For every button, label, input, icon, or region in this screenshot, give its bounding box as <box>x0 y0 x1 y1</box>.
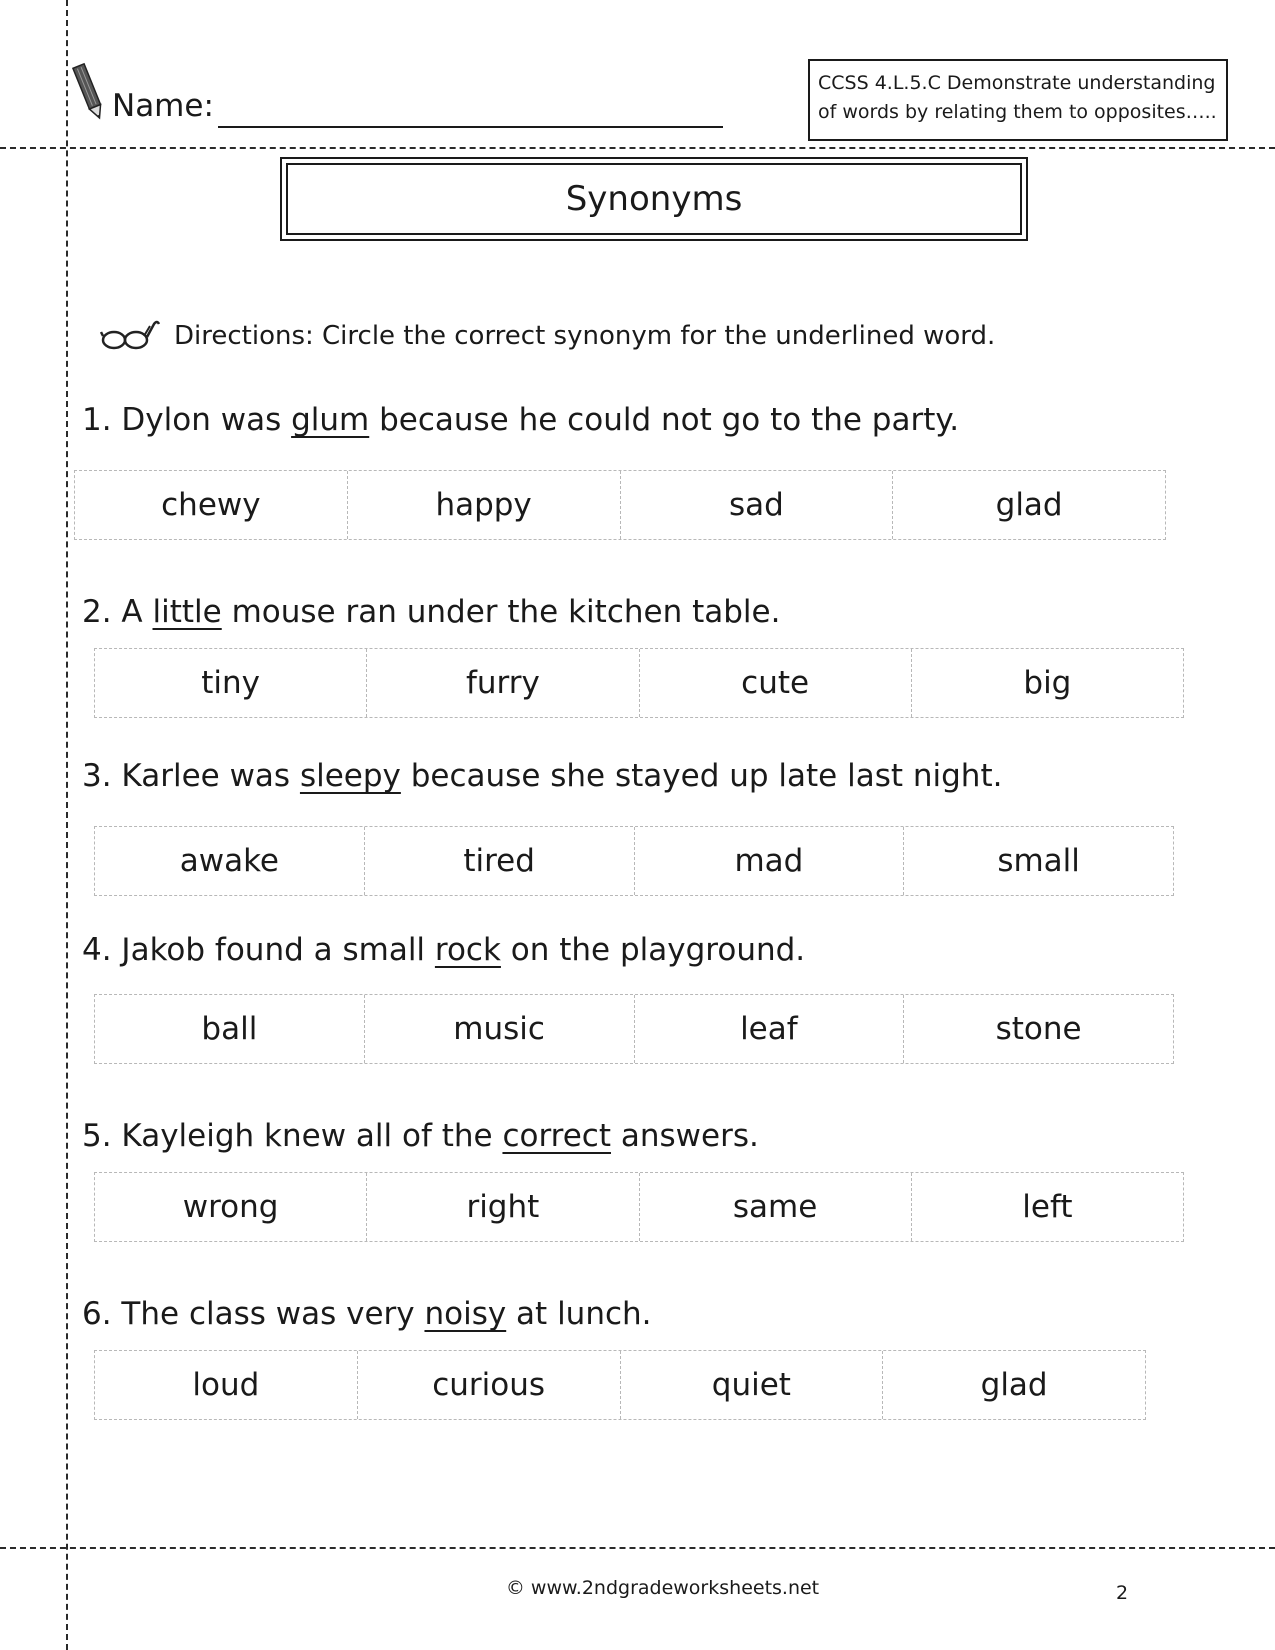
choice-option[interactable]: mad <box>635 827 905 895</box>
choice-option[interactable]: right <box>367 1173 639 1241</box>
choice-option[interactable]: big <box>1023 665 1072 701</box>
question-text: mouse ran under the kitchen table. <box>221 594 781 630</box>
choices-row-1 <box>74 470 1166 540</box>
choices-row-6 <box>94 1350 1146 1420</box>
choice-option[interactable]: glad <box>995 487 1063 523</box>
standard-line-1: CCSS 4.L.5.C Demonstrate understanding <box>818 72 1216 94</box>
name-label: Name: <box>112 88 214 124</box>
underlined-word: sleepy <box>299 758 401 794</box>
question-text: 6. The class was very <box>82 1296 425 1332</box>
choice-option[interactable]: awake <box>95 827 365 895</box>
choice-option[interactable]: left <box>1022 1189 1073 1225</box>
standard-line-2: of words by relating them to opposites….. <box>818 101 1217 123</box>
question-text: answers. <box>611 1118 759 1154</box>
underlined-word: glum <box>291 402 370 438</box>
directions-text: Directions: Circle the correct synonym for the underlined word. <box>174 321 996 351</box>
choice-option[interactable]: ball <box>95 995 365 1063</box>
question-3 <box>82 758 1002 794</box>
question-text: on the playground. <box>500 932 806 968</box>
margin-guide-bottom <box>0 1547 1275 1549</box>
question-4 <box>82 932 805 968</box>
underlined-word: correct <box>502 1118 611 1154</box>
directions <box>100 318 995 354</box>
choice-option[interactable]: happy <box>348 471 621 539</box>
choice-option[interactable]: sad <box>621 471 894 539</box>
question-text: because she stayed up late last night. <box>400 758 1003 794</box>
footer-copyright: © www.2ndgradeworksheets.net <box>505 1577 820 1599</box>
pencil-icon <box>72 60 106 124</box>
choice-option[interactable]: loud <box>95 1351 358 1419</box>
question-text: 5. Kayleigh knew all of the <box>82 1118 503 1154</box>
choice-option[interactable]: tiny <box>95 649 367 717</box>
question-text: at lunch. <box>506 1296 652 1332</box>
choices-row-5 <box>94 1172 1184 1242</box>
choice-option[interactable]: curious <box>358 1351 621 1419</box>
page-number: 2 <box>1116 1582 1129 1604</box>
question-text: 1. Dylon was <box>82 402 292 438</box>
choice-option[interactable]: furry <box>367 649 639 717</box>
choice-option[interactable]: small <box>997 843 1080 879</box>
choices-row-3 <box>94 826 1174 896</box>
name-input-line[interactable] <box>218 86 723 128</box>
question-text: 2. A <box>82 594 153 630</box>
choice-option[interactable]: wrong <box>95 1173 367 1241</box>
margin-guide-top <box>0 147 1275 149</box>
title-box <box>280 157 1028 241</box>
standard-box <box>808 59 1228 141</box>
underlined-word: noisy <box>424 1296 507 1332</box>
underlined-word: rock <box>434 932 501 968</box>
choices-row-2 <box>94 648 1184 718</box>
choice-option[interactable]: stone <box>995 1011 1082 1047</box>
question-text: 3. Karlee was <box>82 758 300 794</box>
question-6 <box>82 1296 652 1332</box>
margin-guide-vertical <box>66 0 68 1650</box>
question-5 <box>82 1118 759 1154</box>
choices-row-4 <box>94 994 1174 1064</box>
question-2 <box>82 594 780 630</box>
choice-option[interactable]: chewy <box>75 471 348 539</box>
choice-option[interactable]: glad <box>980 1367 1048 1403</box>
choice-option[interactable]: tired <box>365 827 635 895</box>
glasses-icon <box>100 318 160 354</box>
page-title: Synonyms <box>286 163 1022 235</box>
choice-option[interactable]: same <box>640 1173 912 1241</box>
choice-option[interactable]: cute <box>640 649 912 717</box>
question-text: 4. Jakob found a small <box>82 932 435 968</box>
choice-option[interactable]: quiet <box>621 1351 884 1419</box>
choice-option[interactable]: music <box>365 995 635 1063</box>
question-text: because he could not go to the party. <box>369 402 960 438</box>
name-field <box>72 58 723 128</box>
underlined-word: little <box>152 594 222 630</box>
question-1 <box>82 402 959 438</box>
choice-option[interactable]: leaf <box>635 995 905 1063</box>
